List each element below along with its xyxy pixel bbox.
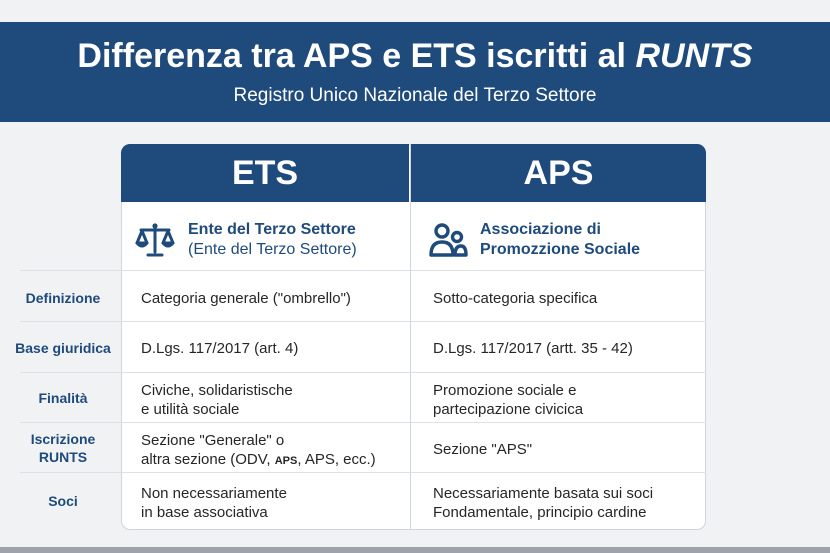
cell-aps-finalita-line2: partecipazione civicica xyxy=(433,401,584,418)
entity-aps-name-line1: Associazione di xyxy=(480,221,601,238)
cell-aps-finalita-line1: Promozione sociale e xyxy=(433,382,577,399)
row-divider xyxy=(20,422,706,423)
cell-aps-soci-line2: Fondamentale, principio cardine xyxy=(433,504,647,521)
cell-ets-iscrizione-line2 xyxy=(141,450,403,471)
cell-ets-iscrizione xyxy=(141,431,403,471)
scales-icon xyxy=(134,219,176,261)
cell-ets-iscrizione-line2-c: , APS, ecc.) xyxy=(297,451,376,468)
entity-ets-subname: (Ente del Terzo Settore) xyxy=(188,241,357,258)
entity-aps xyxy=(428,212,640,268)
cell-aps-finalita xyxy=(433,381,701,419)
row-divider xyxy=(20,270,706,271)
cell-aps-soci-line1: Necessariamente basata sui soci xyxy=(433,485,654,502)
cell-ets-iscrizione-line2-a: altra sezione (ODV, xyxy=(141,451,271,468)
cell-ets-soci-line1: Non necessariamente xyxy=(141,485,287,502)
row-divider xyxy=(20,321,706,322)
row-divider xyxy=(20,472,706,473)
cell-ets-soci xyxy=(141,484,403,522)
cell-ets-finalita xyxy=(141,381,403,419)
entity-aps-text xyxy=(480,220,640,260)
entity-aps-name-line2: Promozzione Sociale xyxy=(480,241,641,258)
row-label-finalita: Finalità xyxy=(38,390,88,406)
page-title xyxy=(0,36,830,76)
page-title-emphasis: RUNTS xyxy=(635,37,753,75)
bottom-edge xyxy=(0,547,830,553)
entity-ets-name: Ente del Terzo Settore xyxy=(188,221,356,238)
cell-aps-definizione: Sotto-categoria specifica xyxy=(433,290,598,307)
cell-ets-base-giuridica: D.Lgs. 117/2017 (art. 4) xyxy=(141,340,299,357)
title-banner xyxy=(0,22,830,122)
cell-ets-finalita-line2: e utilità sociale xyxy=(141,401,240,418)
row-label-iscrizione-line1: Iscrizione xyxy=(30,431,96,447)
row-label-iscrizione-runts xyxy=(10,430,116,466)
cell-ets-iscrizione-line1: Sezione "Generale" o xyxy=(141,432,285,449)
row-label-base-giuridica: Base giuridica xyxy=(15,340,111,356)
row-label-definizione: Definizione xyxy=(25,290,101,306)
cell-ets-iscrizione-line2-b: APS xyxy=(274,455,298,467)
people-icon xyxy=(428,220,468,260)
cell-ets-soci-line2: in base associativa xyxy=(141,504,268,521)
row-label-soci: Soci xyxy=(48,493,78,509)
cell-aps-soci xyxy=(433,484,701,522)
column-heading-ets: ETS xyxy=(121,144,409,202)
page-title-main: Differenza tra APS e ETS iscritti al xyxy=(77,37,627,75)
row-divider xyxy=(20,372,706,373)
cell-ets-definizione: Categoria generale ("ombrello") xyxy=(141,290,351,307)
entity-ets xyxy=(134,212,357,268)
cell-ets-finalita-line1: Civiche, solidaristische xyxy=(141,382,293,399)
page-subtitle: Registro Unico Nazionale del Terzo Settore xyxy=(233,85,597,106)
column-heading-aps: APS xyxy=(411,144,706,202)
row-label-iscrizione-line2: RUNTS xyxy=(38,449,88,465)
cell-aps-iscrizione: Sezione "APS" xyxy=(433,441,533,458)
cell-aps-base-giuridica: D.Lgs. 117/2017 (artt. 35 - 42) xyxy=(433,340,633,357)
entity-ets-text xyxy=(188,220,357,260)
